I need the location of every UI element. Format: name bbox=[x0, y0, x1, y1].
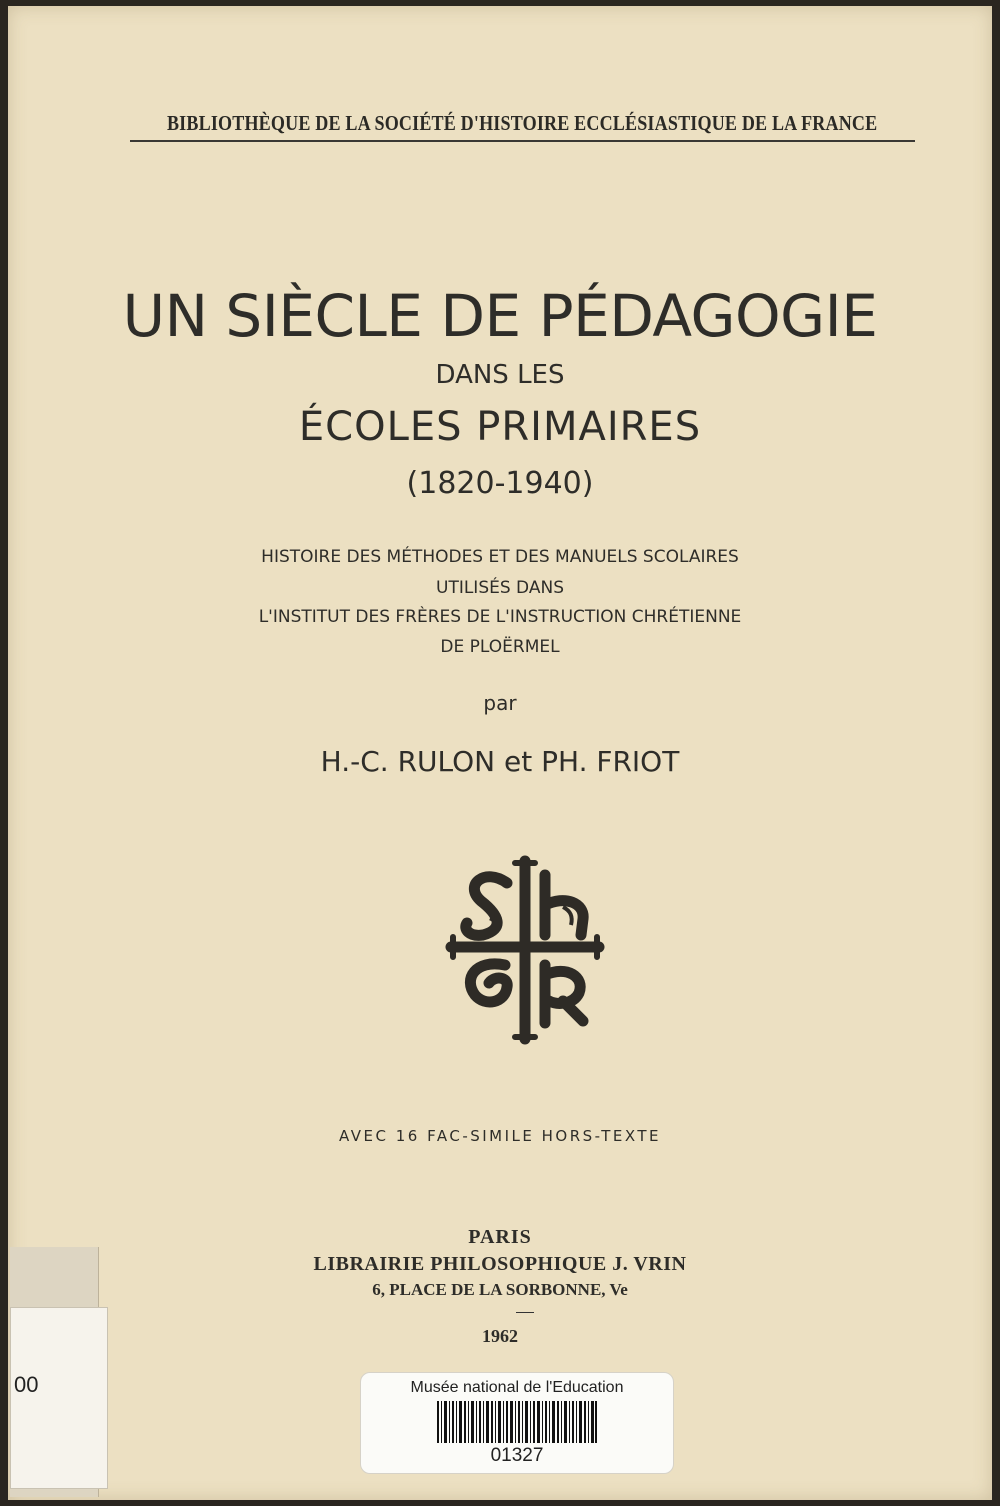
barcode-label bbox=[360, 1372, 674, 1474]
library-sticker-label bbox=[10, 1307, 108, 1489]
subtitle-line-4: DE PLOËRMEL bbox=[440, 637, 560, 657]
library-call-number: 00 bbox=[14, 1372, 39, 1397]
series-title: BIBLIOTHÈQUE DE LA SOCIÉTÉ D'HISTOIRE ECCLÉSIASTIQUE DE LA FRANCE bbox=[166, 111, 878, 135]
facsimile-note: AVEC 16 FAC-SIMILE HORS-TEXTE bbox=[338, 1127, 662, 1145]
cross-monogram-emblem-icon bbox=[445, 855, 605, 1045]
par-label: par bbox=[483, 691, 517, 715]
publisher-city: PARIS bbox=[468, 1226, 532, 1248]
subtitle-line-3: L'INSTITUT DES FRÈRES DE L'INSTRUCTION CHRÉTIENNE bbox=[258, 607, 742, 627]
subtitle-line-1: HISTOIRE DES MÉTHODES ET DES MANUELS SCOLAIRES bbox=[261, 547, 739, 567]
title-dans-les: DANS LES bbox=[435, 360, 565, 390]
book-title: UN SIÈCLE DE PÉDAGOGIE bbox=[122, 282, 878, 350]
divider bbox=[516, 1312, 534, 1313]
publication-year: 1962 bbox=[482, 1326, 518, 1346]
title-dates: (1820-1940) bbox=[406, 466, 594, 501]
barcode-number: 01327 bbox=[490, 1445, 544, 1466]
subtitle-line-2: UTILISÉS DANS bbox=[436, 578, 564, 598]
publisher-name: LIBRAIRIE PHILOSOPHIQUE J. VRIN bbox=[313, 1253, 687, 1275]
authors: H.-C. RULON et PH. FRIOT bbox=[320, 745, 680, 778]
title-ecoles-primaires: ÉCOLES PRIMAIRES bbox=[298, 404, 702, 450]
publisher-address: 6, PLACE DE LA SORBONNE, Ve bbox=[372, 1280, 628, 1299]
barcode-icon bbox=[437, 1401, 597, 1443]
museum-name: Musée national de l'Education bbox=[410, 1379, 624, 1396]
series-rule bbox=[130, 140, 915, 142]
